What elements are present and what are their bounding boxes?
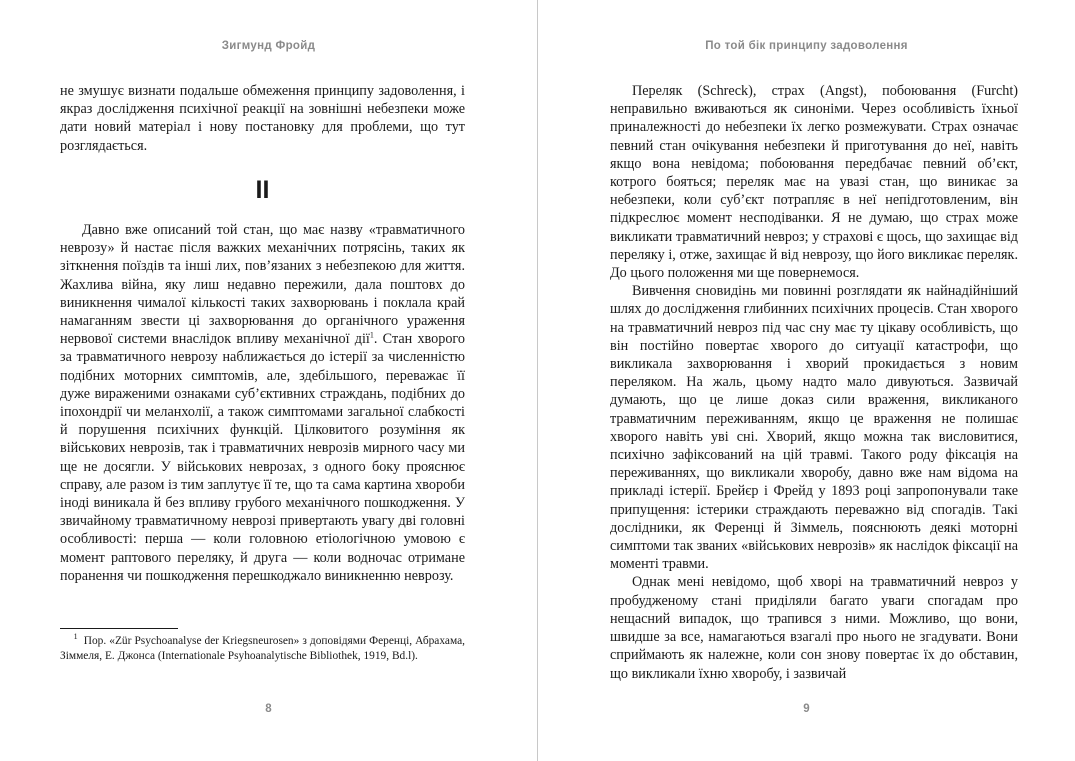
paragraph	[60, 221, 465, 585]
continued-paragraph	[60, 82, 465, 155]
paragraph-text: . Стан хворого за травматичного неврозу наближається до істерії за численністю подібних моторних симптомів, але, здебільшого, переважає її дуже вираженими ознаками суб’єктивних страждань, подібних до іпохондрії чи меланхолії, а також симптомами загальної слабкості й порушення психічних функцій. Цілковитого розуміння як військових неврозів, так і травматичних неврозів мирного часу ми ще не досягли. У військових неврозах, з одного боку прояснює справу, але разом із тим заплутує її те, що та сама картина хвороби іноді виникала й без впливу грубого механічного пошкодження. У звичайному травматичному неврозі привертають увагу дві головні особливості: перша — коли головною етіологічною умовою є момент раптового переляку, й друга — коли водночас отримане поранення чи пошкодження перешкоджало виникненню неврозу.	[60, 331, 465, 584]
right-page	[538, 0, 1075, 761]
running-head-author: Зигмунд Фройд	[221, 40, 316, 52]
footnote-paragraph	[60, 634, 465, 663]
chapter-number: II	[255, 176, 270, 204]
footnote-reference[interactable]: 1	[369, 330, 374, 340]
footnote-text: Пор. «Zür Psychoanalyse der Kriegsneurosen» з доповідями Ференці, Абрахама, Зіммеля, Е. Джонса (Internationale Psyhoanalytische Bibliothek, 1919, Bd.l).	[60, 635, 465, 662]
footnote-divider	[60, 628, 178, 629]
running-head-title: По той бік принципу задоволення	[705, 40, 908, 52]
page-number: 9	[803, 703, 810, 715]
page-body	[610, 82, 1018, 683]
paragraph: Вивчення сновидінь ми повинні розглядати як найнадійніший шлях до дослідження глибинних психічних процесів. Стан хворого на травматичний невроз під час сну має ту цікаву особливість, що він постійно повертає хворого до ситуації катастрофи, що викликала захворювання і хворий прокидається з новим переляком. На жаль, цьому надто мало дивуються. Зазвичай думають, що це лише доказ сили враження, викликаного травматичним переживанням, якщо це враження не полишає хворого навіть уві сні. Хворий, якщо можна так висловитися, психічно зафіксований на цій травмі. Такого роду фіксація на переживаннях, що викликали хворобу, давно вже нам відома на прикладі істерії. Брейєр і Фрейд у 1893 році запропонували таке припущення: істерики страждають переважно від спогадів. Такі дослідники, як Ференці й Зіммель, пояснюють деякі моторні симптоми так званих «військових неврозів» як наслідок фіксації на моменті травми.	[610, 283, 1018, 573]
left-page	[0, 0, 537, 761]
paragraph: Переляк (Schreck), страх (Angst), побоювання (Furcht) неправильно вживаються як синоніми. Через особливість їхньої приналежності до небезпеки їх легко розмежувати. Страх означає певний стан очікування небезпеки й приготування до неї, навіть якщо вона невідома; побоювання передбачає певний об’єкт, котрого бояться; переляк має на увазі стан, що виникає за небезпеки, коли суб’єкт потрапляє в неї непідготовленим, він підкреслює момент несподіванки. Я не думаю, що страх може викликати травматичний невроз; у страхові є щось, що захищає від переляку і, отже, захищає й від неврозу, що його викликає переляк. До цього положення ми ще повернемося.	[610, 83, 1018, 282]
paragraph: не змушує визнати подальше обмеження принципу задоволення, і якраз дослідження психічної реакції на зовнішні небезпеки може дати новий матеріал і нову постановку для проблеми, що тут розглядається.	[60, 83, 465, 154]
footnote	[60, 634, 465, 663]
footnote-mark: 1	[73, 632, 78, 642]
paragraph-text: Давно вже описаний той стан, що має назву «травматичного неврозу» й настає після важких механічних потрясінь, таких як зіткнення поїздів та інші лих, пов’язаних з небезпекою для життя. Жахлива війна, яку лиш недавно пережили, дала поштовх до виникнення чималої кількості таких захворювань і поклала край намаганням звести ці захворювання до органічного ураження нервової системи внаслідок впливу механічної дії	[60, 222, 465, 348]
chapter-body	[60, 221, 465, 585]
page-number: 8	[265, 703, 272, 715]
paragraph: Однак мені невідомо, щоб хворі на травматичний невроз у пробудженому стані приділяли багато уваги спогадам про нещасний випадок, що трапився з ними. Можливо, що вони, швидше за все, намагаються взагалі про нього не згадувати. Вони сприймають як належне, коли сон знову повертає їх до обставин, що викликали їхню хворобу, і зазвичай	[610, 574, 1018, 682]
